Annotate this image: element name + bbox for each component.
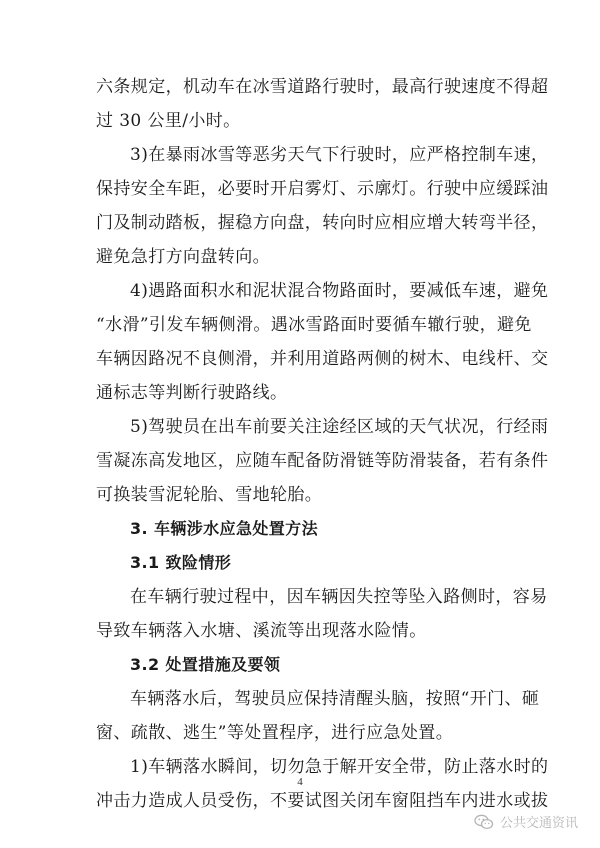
text-line: 六条规定，机动车在冰雪道路行驶时，最高行驶速度不得超 (96, 77, 549, 97)
document-body (96, 70, 549, 818)
text-line: 避免急打方向盘转向。 (96, 247, 270, 267)
text-line: 通标志等判断行驶路线。 (96, 383, 288, 403)
section-heading: 3.1 致险情形 (130, 553, 232, 572)
section-heading: 3.2 处置措施及要领 (130, 655, 281, 674)
text-line: 4)遇路面积水和泥状混合物路面时，要减低车速，避免 (130, 281, 549, 301)
text-line: 3)在暴雨冰雪等恶劣天气下行驶时，应严格控制车速， (130, 145, 549, 165)
text-line: 保持安全车距，必要时开启雾灯、示廓灯。行驶中应缓踩油 (96, 179, 549, 199)
watermark-text: 公共交通资讯 (499, 816, 578, 831)
text-line: 门及制动踏板，握稳方向盘，转向时应相应增大转弯半径， (96, 213, 549, 233)
page-number: 4 (297, 776, 303, 788)
text-line: 5)驾驶员在出车前要关注途经区域的天气状况，行经雨 (130, 417, 549, 437)
text-line: 在车辆行驶过程中，因车辆因失控等坠入路侧时，容易 (130, 587, 548, 607)
text-line: 窗、疏散、逃生”等处置程序，进行应急处置。 (96, 723, 454, 743)
text-line: 可换装雪泥轮胎、雪地轮胎。 (96, 485, 323, 505)
text-line: 1)车辆落水瞬间，切勿急于解开安全带，防止落水时的 (130, 757, 549, 777)
text-line: “水滑”引发车辆侧滑。遇冰雪路面时要循车辙行驶，避免 (96, 315, 532, 335)
watermark (474, 812, 578, 831)
text-line: 导致车辆落入水塘、溪流等出现落水险情。 (96, 621, 427, 641)
text-line: 冲击力造成人员受伤，不要试图关闭车窗阻挡车内进水或拔 (96, 791, 549, 811)
text-line: 车辆落水后，驾驶员应保持清醒头脑，按照“开门、砸 (130, 689, 540, 709)
text-line: 雪凝冻高发地区，应随车配备防滑链等防滑装备，若有条件 (96, 451, 549, 471)
text-line: 过 30 公里/小时。 (96, 111, 241, 131)
text-line: 车辆因路况不良侧滑，并利用道路两侧的树木、电线杆、交 (96, 349, 549, 369)
section-heading: 3. 车辆涉水应急处置方法 (130, 519, 318, 538)
wechat-icon (474, 814, 494, 830)
